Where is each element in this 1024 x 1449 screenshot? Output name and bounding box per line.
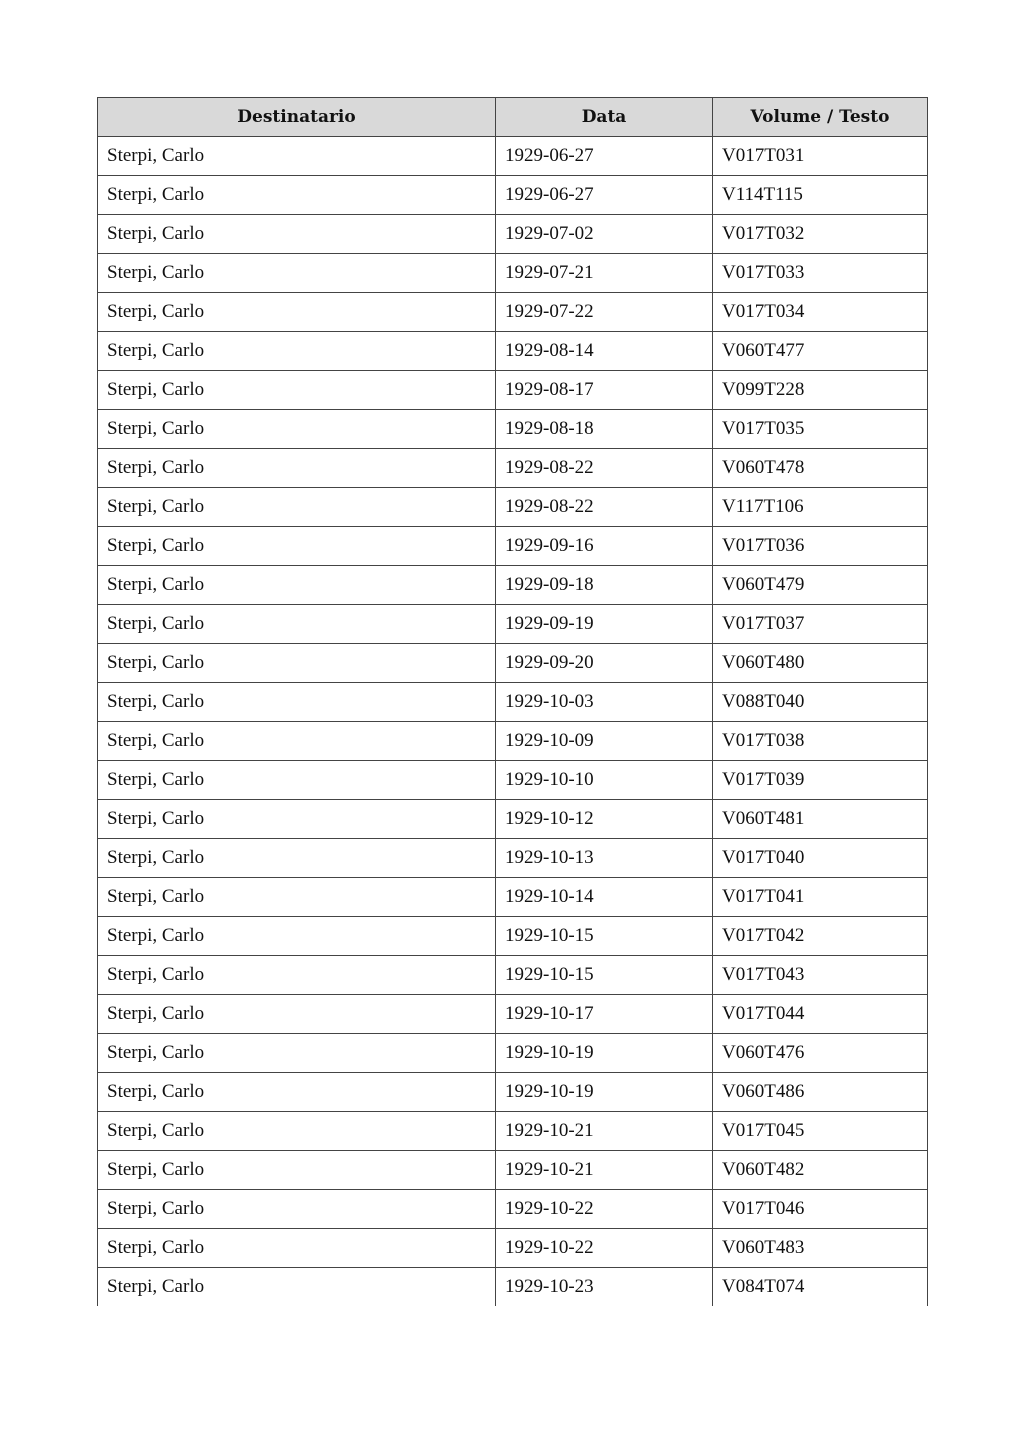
cell-destinatario: Sterpi, Carlo [98, 722, 496, 761]
letters-table [97, 97, 928, 1306]
cell-volume-testo: V017T046 [713, 1190, 928, 1229]
table-row [98, 176, 928, 215]
cell-destinatario: Sterpi, Carlo [98, 371, 496, 410]
cell-destinatario: Sterpi, Carlo [98, 995, 496, 1034]
cell-data: 1929-07-22 [496, 293, 713, 332]
table-row [98, 956, 928, 995]
cell-data: 1929-07-21 [496, 254, 713, 293]
table-row [98, 1229, 928, 1268]
cell-destinatario: Sterpi, Carlo [98, 254, 496, 293]
cell-data: 1929-10-15 [496, 917, 713, 956]
cell-volume-testo: V084T074 [713, 1268, 928, 1307]
cell-volume-testo: V060T477 [713, 332, 928, 371]
cell-destinatario: Sterpi, Carlo [98, 1229, 496, 1268]
cell-destinatario: Sterpi, Carlo [98, 683, 496, 722]
cell-volume-testo: V017T035 [713, 410, 928, 449]
cell-data: 1929-10-03 [496, 683, 713, 722]
cell-data: 1929-10-13 [496, 839, 713, 878]
cell-volume-testo: V060T480 [713, 644, 928, 683]
cell-destinatario: Sterpi, Carlo [98, 1112, 496, 1151]
table-row [98, 605, 928, 644]
cell-destinatario: Sterpi, Carlo [98, 956, 496, 995]
table-row [98, 644, 928, 683]
cell-destinatario: Sterpi, Carlo [98, 215, 496, 254]
cell-data: 1929-06-27 [496, 176, 713, 215]
header-destinatario: Destinatario [98, 98, 496, 137]
cell-data: 1929-10-19 [496, 1034, 713, 1073]
cell-data: 1929-07-02 [496, 215, 713, 254]
table-row [98, 917, 928, 956]
cell-volume-testo: V099T228 [713, 371, 928, 410]
table-row [98, 293, 928, 332]
header-volume-testo: Volume / Testo [713, 98, 928, 137]
table-row [98, 995, 928, 1034]
cell-volume-testo: V088T040 [713, 683, 928, 722]
cell-data: 1929-08-18 [496, 410, 713, 449]
cell-volume-testo: V017T036 [713, 527, 928, 566]
cell-volume-testo: V060T483 [713, 1229, 928, 1268]
table-row [98, 488, 928, 527]
table-row [98, 215, 928, 254]
table-row [98, 800, 928, 839]
table-row [98, 761, 928, 800]
cell-data: 1929-10-21 [496, 1112, 713, 1151]
cell-data: 1929-09-16 [496, 527, 713, 566]
cell-data: 1929-10-17 [496, 995, 713, 1034]
table-row [98, 683, 928, 722]
cell-destinatario: Sterpi, Carlo [98, 137, 496, 176]
table-row [98, 1073, 928, 1112]
table-row [98, 527, 928, 566]
cell-destinatario: Sterpi, Carlo [98, 527, 496, 566]
cell-destinatario: Sterpi, Carlo [98, 176, 496, 215]
cell-data: 1929-10-10 [496, 761, 713, 800]
cell-destinatario: Sterpi, Carlo [98, 761, 496, 800]
cell-volume-testo: V060T481 [713, 800, 928, 839]
cell-destinatario: Sterpi, Carlo [98, 410, 496, 449]
table-row [98, 1034, 928, 1073]
cell-data: 1929-09-18 [496, 566, 713, 605]
cell-data: 1929-09-20 [496, 644, 713, 683]
table-row [98, 371, 928, 410]
cell-volume-testo: V060T476 [713, 1034, 928, 1073]
cell-volume-testo: V017T033 [713, 254, 928, 293]
cell-volume-testo: V017T031 [713, 137, 928, 176]
cell-data: 1929-10-15 [496, 956, 713, 995]
cell-destinatario: Sterpi, Carlo [98, 1073, 496, 1112]
cell-destinatario: Sterpi, Carlo [98, 878, 496, 917]
table-row [98, 1268, 928, 1307]
cell-volume-testo: V017T038 [713, 722, 928, 761]
cell-volume-testo: V017T043 [713, 956, 928, 995]
table-row [98, 410, 928, 449]
cell-volume-testo: V017T041 [713, 878, 928, 917]
cell-destinatario: Sterpi, Carlo [98, 644, 496, 683]
cell-data: 1929-10-21 [496, 1151, 713, 1190]
cell-volume-testo: V060T482 [713, 1151, 928, 1190]
cell-data: 1929-10-14 [496, 878, 713, 917]
cell-destinatario: Sterpi, Carlo [98, 566, 496, 605]
cell-destinatario: Sterpi, Carlo [98, 839, 496, 878]
cell-volume-testo: V017T034 [713, 293, 928, 332]
cell-volume-testo: V114T115 [713, 176, 928, 215]
table-body [98, 137, 928, 1307]
cell-data: 1929-08-22 [496, 488, 713, 527]
cell-data: 1929-08-14 [496, 332, 713, 371]
table-row [98, 566, 928, 605]
cell-destinatario: Sterpi, Carlo [98, 800, 496, 839]
table-row [98, 1190, 928, 1229]
cell-destinatario: Sterpi, Carlo [98, 1151, 496, 1190]
cell-data: 1929-10-23 [496, 1268, 713, 1307]
table-row [98, 449, 928, 488]
cell-data: 1929-10-19 [496, 1073, 713, 1112]
cell-volume-testo: V060T478 [713, 449, 928, 488]
header-data: Data [496, 98, 713, 137]
cell-destinatario: Sterpi, Carlo [98, 293, 496, 332]
table-row [98, 137, 928, 176]
table-row [98, 1112, 928, 1151]
table-row [98, 839, 928, 878]
table-row [98, 878, 928, 917]
cell-destinatario: Sterpi, Carlo [98, 449, 496, 488]
cell-data: 1929-06-27 [496, 137, 713, 176]
cell-volume-testo: V017T042 [713, 917, 928, 956]
table-row [98, 1151, 928, 1190]
cell-data: 1929-08-17 [496, 371, 713, 410]
table-row [98, 722, 928, 761]
cell-volume-testo: V117T106 [713, 488, 928, 527]
cell-data: 1929-10-22 [496, 1190, 713, 1229]
cell-destinatario: Sterpi, Carlo [98, 1034, 496, 1073]
cell-destinatario: Sterpi, Carlo [98, 1268, 496, 1307]
cell-data: 1929-09-19 [496, 605, 713, 644]
cell-destinatario: Sterpi, Carlo [98, 488, 496, 527]
cell-volume-testo: V017T044 [713, 995, 928, 1034]
cell-volume-testo: V017T040 [713, 839, 928, 878]
cell-data: 1929-08-22 [496, 449, 713, 488]
cell-volume-testo: V017T039 [713, 761, 928, 800]
cell-volume-testo: V017T032 [713, 215, 928, 254]
cell-destinatario: Sterpi, Carlo [98, 605, 496, 644]
cell-destinatario: Sterpi, Carlo [98, 917, 496, 956]
cell-data: 1929-10-12 [496, 800, 713, 839]
cell-volume-testo: V060T486 [713, 1073, 928, 1112]
cell-data: 1929-10-09 [496, 722, 713, 761]
cell-destinatario: Sterpi, Carlo [98, 332, 496, 371]
cell-volume-testo: V060T479 [713, 566, 928, 605]
table-row [98, 332, 928, 371]
cell-destinatario: Sterpi, Carlo [98, 1190, 496, 1229]
table-row [98, 254, 928, 293]
cell-data: 1929-10-22 [496, 1229, 713, 1268]
table-header-row [98, 98, 928, 137]
cell-volume-testo: V017T037 [713, 605, 928, 644]
cell-volume-testo: V017T045 [713, 1112, 928, 1151]
